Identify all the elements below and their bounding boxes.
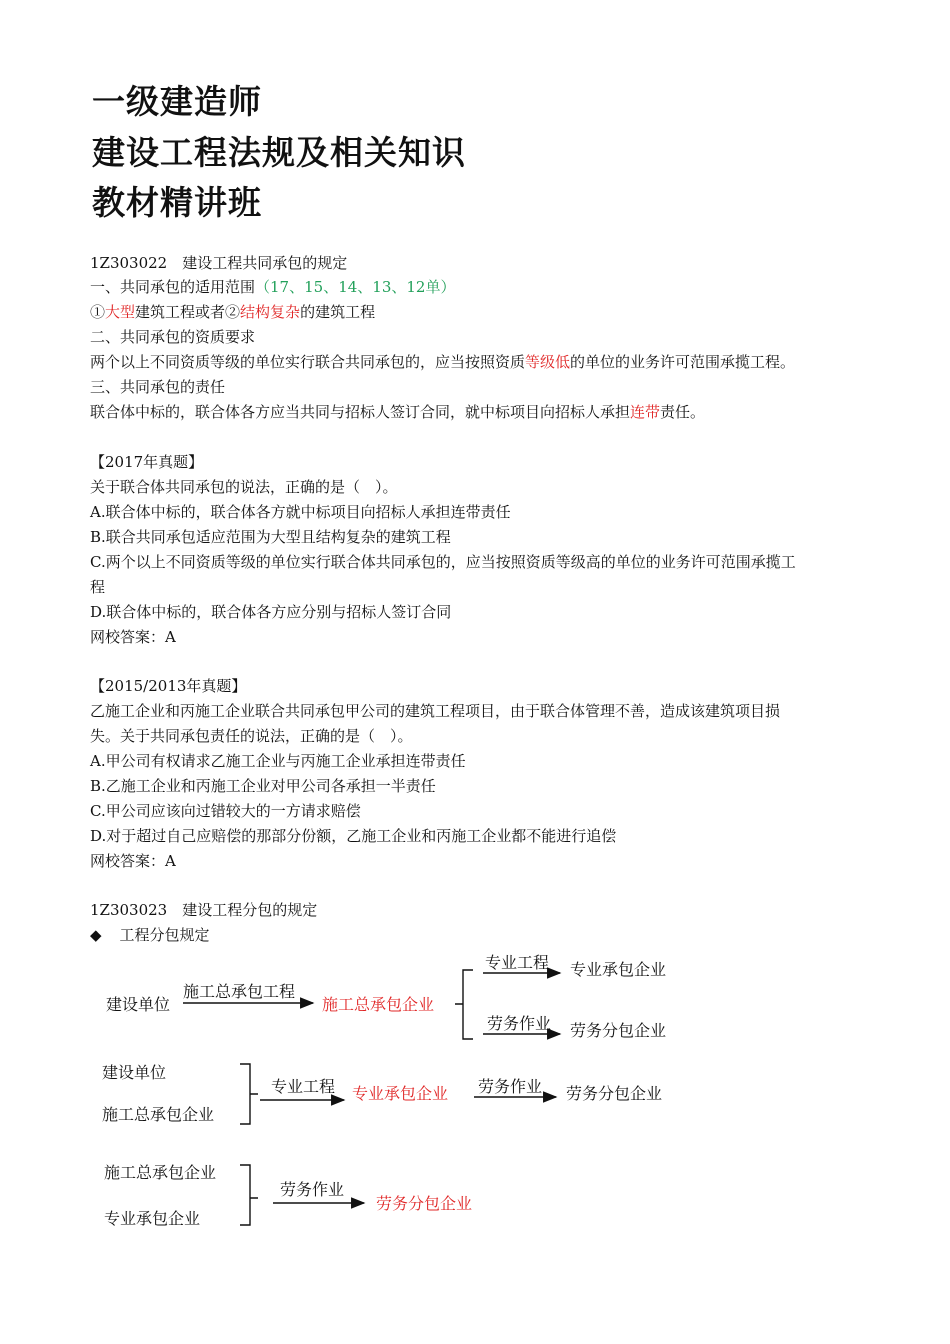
exam-tag-2015: 【2015/2013年真题】: [90, 677, 247, 695]
paragraph-qualification-heading: 二、共同承包的资质要求: [90, 328, 256, 346]
diamond-bullet-icon: ◆: [90, 926, 102, 944]
exam-2015-question-cont: 失。关于共同承包责任的说法，正确的是（ ）。: [90, 727, 413, 745]
d3-arrow-label: 劳务作业: [280, 1180, 345, 1199]
exam-2015-option-b: B.乙施工企业和丙施工企业对甲公司各承担一半责任: [90, 777, 436, 795]
paragraph-scope: 一、共同承包的适用范围（17、15、14、13、12单）: [90, 278, 456, 296]
bullet-subcontract-rules: ◆ 工程分包规定: [90, 926, 210, 944]
d2-labor-subcontractor: 劳务分包企业: [566, 1084, 663, 1103]
d1-arrow-label: 施工总承包工程: [183, 982, 296, 1001]
exam-tag-2017: 【2017年真题】: [90, 453, 204, 471]
exam-2015-option-a: A.甲公司有权请求乙施工企业与丙施工企业承担连带责任: [90, 752, 466, 770]
d1-brace: [455, 970, 473, 1039]
d1-construction-unit: 建设单位: [106, 995, 171, 1014]
exam-years: （17、15、14、13、12单）: [255, 278, 456, 296]
d2-arrow-2-label: 劳务作业: [478, 1077, 543, 1096]
d3-brace: [240, 1165, 258, 1225]
paragraph-scope-detail: ①大型建筑工程或者②结构复杂的建筑工程: [90, 303, 376, 321]
exam-2015-question: 乙施工企业和丙施工企业联合共同承包甲公司的建筑工程项目，由于联合体管理不善，造成该建筑项目损: [90, 702, 781, 720]
paragraph-liability-heading: 三、共同承包的责任: [90, 378, 226, 396]
d1-labor-subcontractor: 劳务分包企业: [570, 1021, 667, 1040]
exam-2017-option-c-cont: 程: [90, 578, 106, 596]
d1-bottom-arrow-label: 劳务作业: [487, 1014, 552, 1033]
d2-source-construction-unit: 建设单位: [102, 1063, 167, 1082]
d2-specialty-contractor: 专业承包企业: [352, 1084, 449, 1103]
d3-source-specialty-contractor: 专业承包企业: [104, 1209, 201, 1228]
d3-labor-subcontractor: 劳务分包企业: [376, 1194, 473, 1213]
exam-2017-option-b: B.联合共同承包适应范围为大型且结构复杂的建筑工程: [90, 528, 451, 546]
paragraph-qualification: 两个以上不同资质等级的单位实行联合共同承包的，应当按照资质等级低的单位的业务许可范围承揽工程。: [90, 353, 796, 371]
d1-specialty-contractor: 专业承包企业: [570, 960, 667, 979]
section-heading-1z303023: 1Z303023 建设工程分包的规定: [90, 901, 318, 919]
section-heading-1z303022: 1Z303022 建设工程共同承包的规定: [90, 254, 348, 272]
exam-2017-question: 关于联合体共同承包的说法，正确的是（ ）。: [90, 478, 398, 496]
exam-2015-option-c: C.甲公司应该向过错较大的一方请求赔偿: [90, 802, 361, 820]
d2-source-general-contractor: 施工总承包企业: [102, 1105, 215, 1124]
exam-2017-option-a: A.联合体中标的，联合体各方就中标项目向招标人承担连带责任: [90, 503, 511, 521]
title-line-1: 一级建造师: [92, 82, 262, 121]
d3-source-general-contractor: 施工总承包企业: [104, 1163, 217, 1182]
exam-2015-answer: 网校答案：A: [90, 852, 176, 870]
exam-2015-option-d: D.对于超过自己应赔偿的那部分份额，乙施工企业和丙施工企业都不能进行追偿: [90, 827, 617, 845]
title-line-2: 建设工程法规及相关知识: [92, 133, 466, 172]
exam-2017-option-c: C.两个以上不同资质等级的单位实行联合体共同承包的，应当按照资质等级高的单位的业务许可范围承揽工: [90, 553, 796, 571]
title-line-3: 教材精讲班: [92, 183, 262, 222]
exam-2017-option-d: D.联合体中标的，联合体各方应分别与招标人签订合同: [90, 603, 452, 621]
d2-brace: [240, 1064, 258, 1124]
d2-arrow-1-label: 专业工程: [271, 1077, 336, 1096]
paragraph-liability: 联合体中标的，联合体各方应当共同与招标人签订合同，就中标项目向招标人承担连带责任。: [90, 403, 706, 421]
d1-general-contractor: 施工总承包企业: [322, 995, 435, 1014]
d1-top-arrow-label: 专业工程: [485, 953, 550, 972]
exam-2017-answer: 网校答案：A: [90, 628, 176, 646]
